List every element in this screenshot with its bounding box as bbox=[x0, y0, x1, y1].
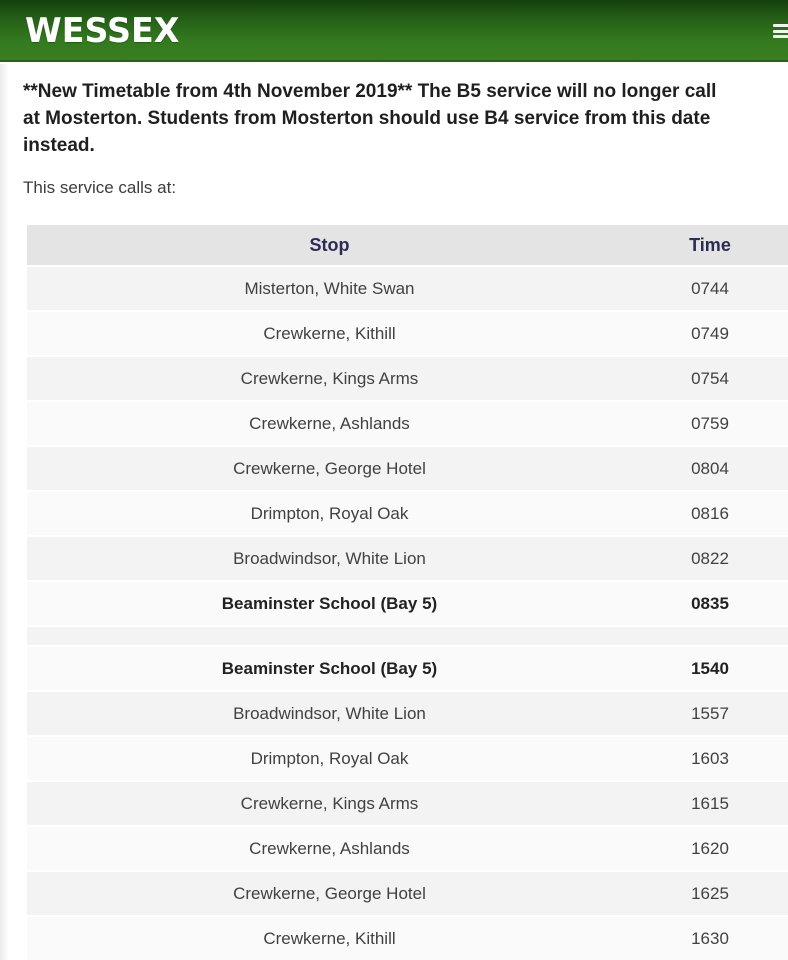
timetable-row bbox=[27, 357, 788, 402]
notice-text: **New Timetable from 4th November 2019** The B5 service will no longer call at Mosterton. Students from Mosterton should use B4 service from this date instead. bbox=[23, 81, 717, 156]
timetable-body bbox=[27, 267, 788, 960]
time-cell: 0754 bbox=[632, 357, 788, 402]
time-cell: 1615 bbox=[632, 782, 788, 827]
timetable-row bbox=[27, 267, 788, 312]
hamburger-icon bbox=[773, 30, 788, 33]
timetable-row bbox=[27, 537, 788, 582]
stop-cell: Crewkerne, Kithill bbox=[27, 917, 632, 960]
intro-text: This service calls at: bbox=[23, 178, 177, 197]
timetable-row bbox=[27, 402, 788, 447]
timetable bbox=[27, 225, 788, 960]
time-cell: 0822 bbox=[632, 537, 788, 582]
timetable-header-row bbox=[27, 225, 788, 267]
stop-cell: Beaminster School (Bay 5) bbox=[27, 647, 632, 692]
column-header-time: Time bbox=[632, 225, 788, 267]
brand-logo[interactable]: WESSEX bbox=[25, 11, 180, 51]
app-header bbox=[0, 0, 788, 62]
timetable-row bbox=[27, 872, 788, 917]
hamburger-icon bbox=[773, 35, 788, 38]
stop-cell: Crewkerne, George Hotel bbox=[27, 447, 632, 492]
hamburger-menu-button[interactable] bbox=[773, 24, 788, 38]
timetable-row bbox=[27, 827, 788, 872]
stop-cell: Crewkerne, Ashlands bbox=[27, 827, 632, 872]
timetable-row bbox=[27, 692, 788, 737]
timetable-row bbox=[27, 582, 788, 627]
timetable-row bbox=[27, 447, 788, 492]
stop-cell: Crewkerne, Kings Arms bbox=[27, 782, 632, 827]
timetable-row bbox=[27, 782, 788, 827]
stop-cell: Crewkerne, Kings Arms bbox=[27, 357, 632, 402]
time-cell: 0749 bbox=[632, 312, 788, 357]
hamburger-icon bbox=[773, 24, 788, 27]
stop-cell: Drimpton, Royal Oak bbox=[27, 737, 632, 782]
time-cell: 0816 bbox=[632, 492, 788, 537]
stop-cell: Broadwindsor, White Lion bbox=[27, 537, 632, 582]
time-cell: 1540 bbox=[632, 647, 788, 692]
time-cell: 0744 bbox=[632, 267, 788, 312]
stop-cell: Broadwindsor, White Lion bbox=[27, 692, 632, 737]
time-cell: 1625 bbox=[632, 872, 788, 917]
timetable-row bbox=[27, 492, 788, 537]
time-cell: 1620 bbox=[632, 827, 788, 872]
time-cell: 0804 bbox=[632, 447, 788, 492]
section-spacer-cell bbox=[27, 627, 788, 647]
column-header-stop: Stop bbox=[27, 225, 632, 267]
stop-cell: Crewkerne, Ashlands bbox=[27, 402, 632, 447]
time-cell: 1557 bbox=[632, 692, 788, 737]
page-content bbox=[0, 78, 788, 960]
stop-cell: Beaminster School (Bay 5) bbox=[27, 582, 632, 627]
time-cell: 0835 bbox=[632, 582, 788, 627]
timetable-row bbox=[27, 917, 788, 960]
stop-cell: Crewkerne, George Hotel bbox=[27, 872, 632, 917]
stop-cell: Crewkerne, Kithill bbox=[27, 312, 632, 357]
time-cell: 1603 bbox=[632, 737, 788, 782]
section-spacer-row bbox=[27, 627, 788, 647]
stop-cell: Drimpton, Royal Oak bbox=[27, 492, 632, 537]
timetable-row bbox=[27, 312, 788, 357]
stop-cell: Misterton, White Swan bbox=[27, 267, 632, 312]
timetable-row bbox=[27, 737, 788, 782]
time-cell: 0759 bbox=[632, 402, 788, 447]
time-cell: 1630 bbox=[632, 917, 788, 960]
timetable-row bbox=[27, 647, 788, 692]
